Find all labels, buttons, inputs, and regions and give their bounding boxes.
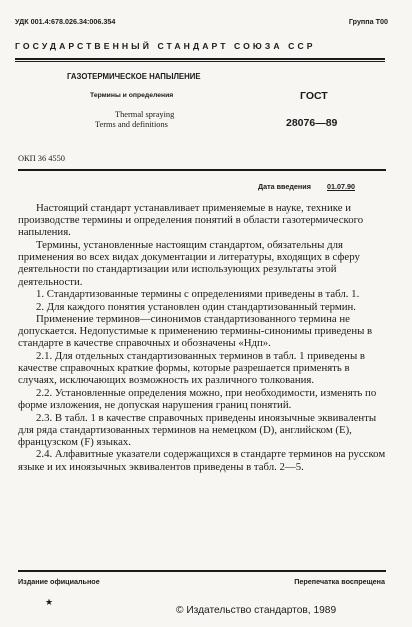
- paragraph: 2.3. В табл. 1 в качестве справочных приведены иноязычные эквиваленты для ряда стандартизованных терминов на немецком (D), английском (E), французском (F) языках.: [18, 411, 377, 448]
- standard-title-ru: ГАЗОТЕРМИЧЕСКОЕ НАПЫЛЕНИЕ: [67, 72, 201, 81]
- header-rule-top: [15, 58, 385, 60]
- paragraph: 2.4. Алфавитные указатели содержащихся в стандарте терминов на русском языке и их иноязычных эквивалентов приведены в табл. 2—5.: [18, 448, 386, 473]
- paragraph: 2. Для каждого понятия установлен один стандартизованный термин.: [36, 300, 356, 313]
- header-rule-bottom: [15, 61, 385, 62]
- gost-label: ГОСТ: [300, 90, 328, 102]
- publisher-copyright: © Издательство стандартов, 1989: [176, 605, 337, 616]
- paragraph: Настоящий стандарт устанавливает применяемые в науке, технике и производстве термины и определения понятий в области газотермического напыления.: [18, 202, 364, 239]
- standard-subtitle-ru: Термины и определения: [90, 92, 174, 99]
- paragraph: 2.2. Установленные определения можно, при необходимости, изменять по форме изложения, не допуская нарушения границ понятий.: [18, 386, 377, 412]
- group-code: Группа Т00: [348, 17, 388, 26]
- footer-rule: [18, 570, 386, 572]
- intro-date-value: 01.07.90: [327, 182, 355, 191]
- official-edition-note: Издание официальное: [18, 577, 100, 586]
- intro-date-label: Дата введения: [258, 182, 311, 191]
- standard-subtitle-en: Terms and definitions: [95, 120, 168, 129]
- udk-code: УДК 001.4:678.026.34:006.354: [15, 17, 116, 26]
- paragraph: 1. Стандартизованные термины с определениями приведены в табл. 1.: [36, 288, 360, 301]
- reprint-prohibited-note: Перепечатка воспрещена: [294, 577, 385, 586]
- standard-body: [18, 202, 390, 473]
- paragraph: Термины, установленные настоящим стандартом, обязательны для применения во всех видах документации и литературы, входящих в сферу деятельности по стандартизации или использующих результаты этой деятельности.: [18, 238, 360, 288]
- okp-code: ОКП 36 4550: [18, 154, 65, 163]
- standard-title-en: Thermal spraying: [115, 110, 175, 119]
- agency-name: ГОСУДАРСТВЕННЫЙ СТАНДАРТ СОЮЗА ССР: [15, 41, 316, 51]
- paragraph: Применение терминов—синонимов стандартизованного термина не допускается. Недопустимые к применению термины-синонимы приведены в стандарте в качестве справочных и обозначены «Ндп».: [18, 313, 373, 350]
- star-icon: ★: [45, 597, 54, 607]
- section-rule: [18, 169, 386, 171]
- paragraph: 2.1. Для отдельных стандартизованных терминов в табл. 1 приведены в качестве справочных краткие формы, которые разрешается применять в случаях, исключающих возможность их различного толкования.: [18, 349, 366, 387]
- gost-number: 28076—89: [286, 117, 338, 129]
